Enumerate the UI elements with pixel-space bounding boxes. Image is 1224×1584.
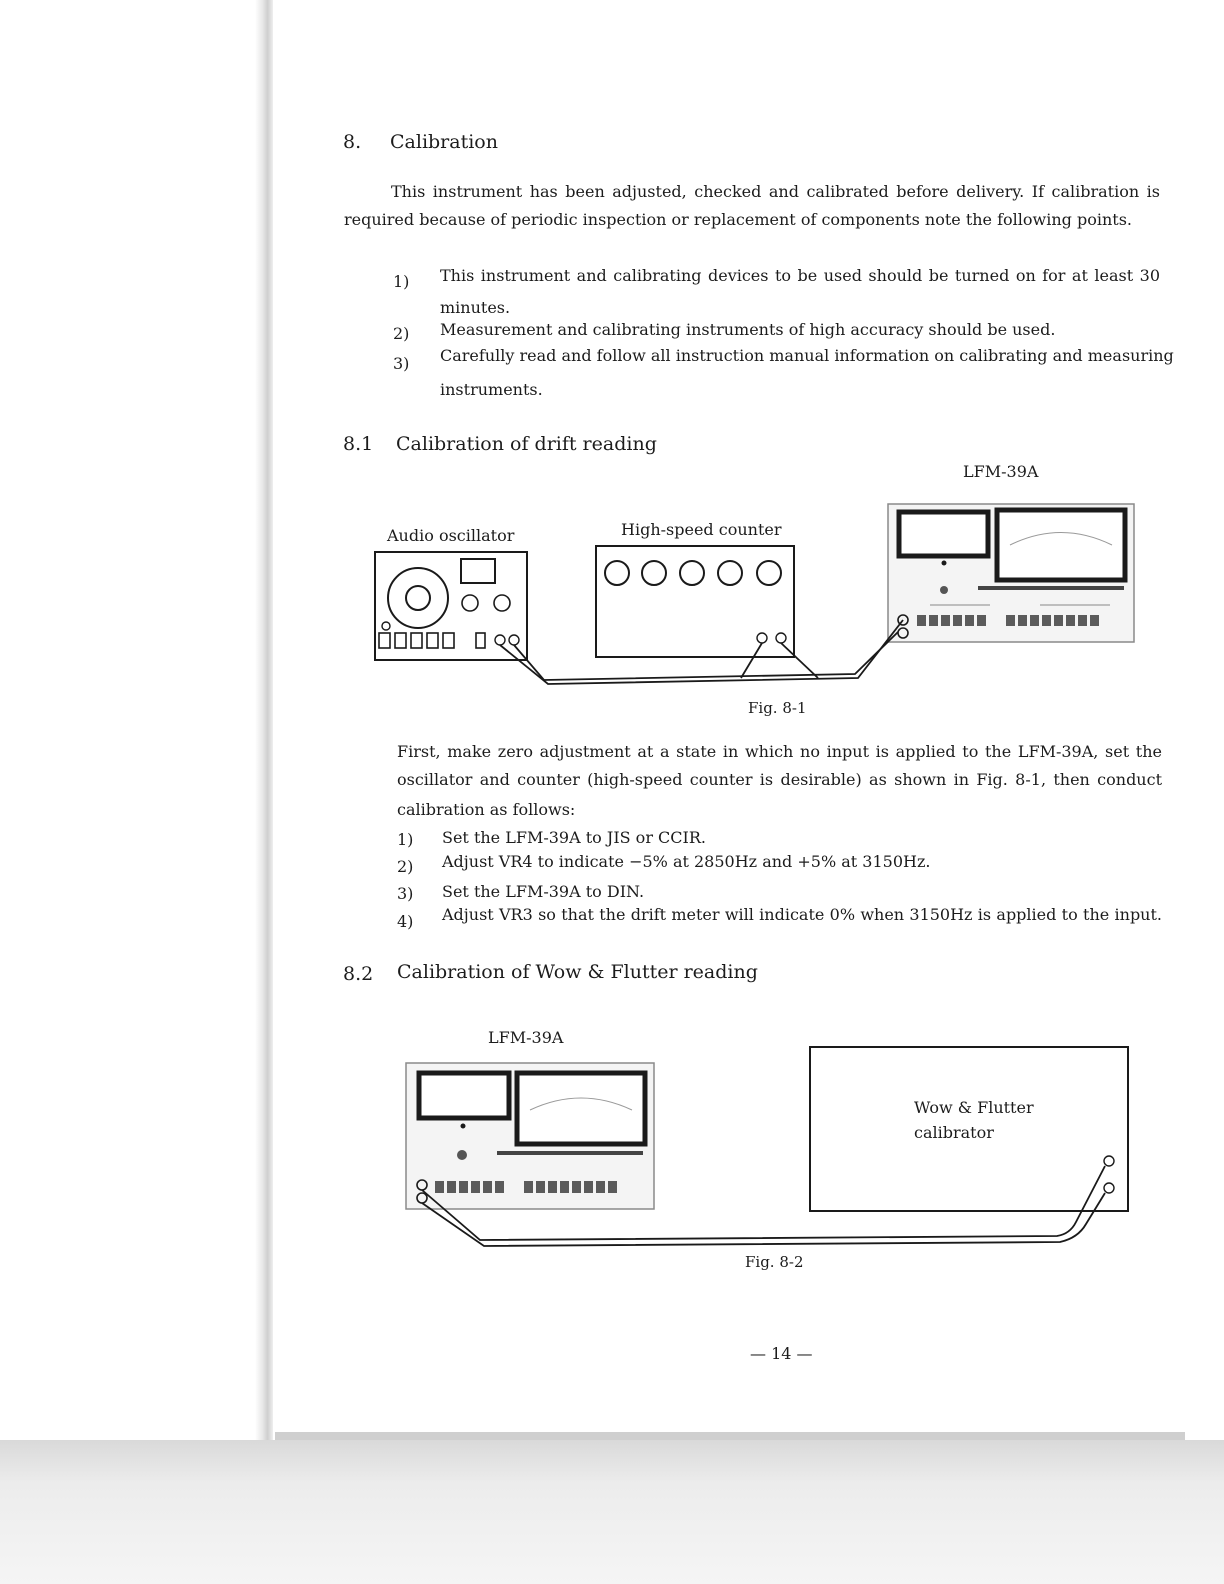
page-number: — 14 — [750,1344,813,1363]
lfm-39a-instrument-photo-2 [406,1063,654,1209]
section-number: 8. [343,131,362,153]
step-1-number: 1) [397,830,414,849]
step-3-text: Set the LFM-39A to DIN. [442,882,645,901]
subsection-8-1-title: Calibration of drift reading [396,433,657,455]
intro-line-1: This instrument has been adjusted, checked and calibrated before delivery. If calibration is [391,182,1160,201]
step-1-text: Set the LFM-39A to JIS or CCIR. [442,828,706,847]
step-2-text: Adjust VR4 to indicate −5% at 2850Hz and +5% at 3150Hz. [442,852,931,871]
step-4-number: 4) [397,912,414,931]
subsection-8-1-number: 8.1 [343,433,374,455]
fig1-caption: Fig. 8-1 [748,699,807,717]
fig2-calibrator-label-line-2: calibrator [914,1123,994,1142]
fig2-caption: Fig. 8-2 [745,1253,804,1271]
s81-line-1: First, make zero adjustment at a state in which no input is applied to the LFM-39A, set the [397,742,1162,761]
fig1-high-speed-counter-label: High-speed counter [621,520,782,539]
step-4-text: Adjust VR3 so that the drift meter will indicate 0% when 3150Hz is applied to the input. [442,905,1162,924]
point-2-number: 2) [393,324,410,343]
subsection-8-2-title: Calibration of Wow & Flutter reading [397,961,758,983]
point-1-text-cont: minutes. [440,298,511,317]
point-2-text: Measurement and calibrating instruments of high accuracy should be used. [440,320,1056,339]
fig1-lfm-label: LFM-39A [963,462,1039,481]
fig1-audio-oscillator-label: Audio oscillator [387,526,515,545]
point-3-text: Carefully read and follow all instruction manual information on calibrating and measuring [440,346,1174,365]
point-1-number: 1) [393,272,410,291]
subsection-8-2-number: 8.2 [343,963,374,985]
section-title: Calibration [390,131,498,153]
point-1-text: This instrument and calibrating devices to be used should be turned on for at least 30 [440,266,1160,285]
audio-oscillator-device [375,552,527,660]
fig2-lfm-label: LFM-39A [488,1028,564,1047]
fig2-calibrator-label-line-1: Wow & Flutter [914,1098,1034,1117]
point-3-number: 3) [393,354,410,373]
s81-line-2: oscillator and counter (high-speed counter is desirable) as shown in Fig. 8-1, then conduct [397,770,1162,789]
high-speed-counter-device [596,546,794,657]
figure-8-1-cables [500,620,903,684]
intro-line-2: required because of periodic inspection or replacement of components note the following points. [344,210,1132,229]
step-3-number: 3) [397,884,414,903]
s81-line-3: calibration as follows: [397,800,576,819]
step-2-number: 2) [397,857,414,876]
lfm-39a-instrument-photo [888,504,1134,642]
point-3-text-cont: instruments. [440,380,543,399]
